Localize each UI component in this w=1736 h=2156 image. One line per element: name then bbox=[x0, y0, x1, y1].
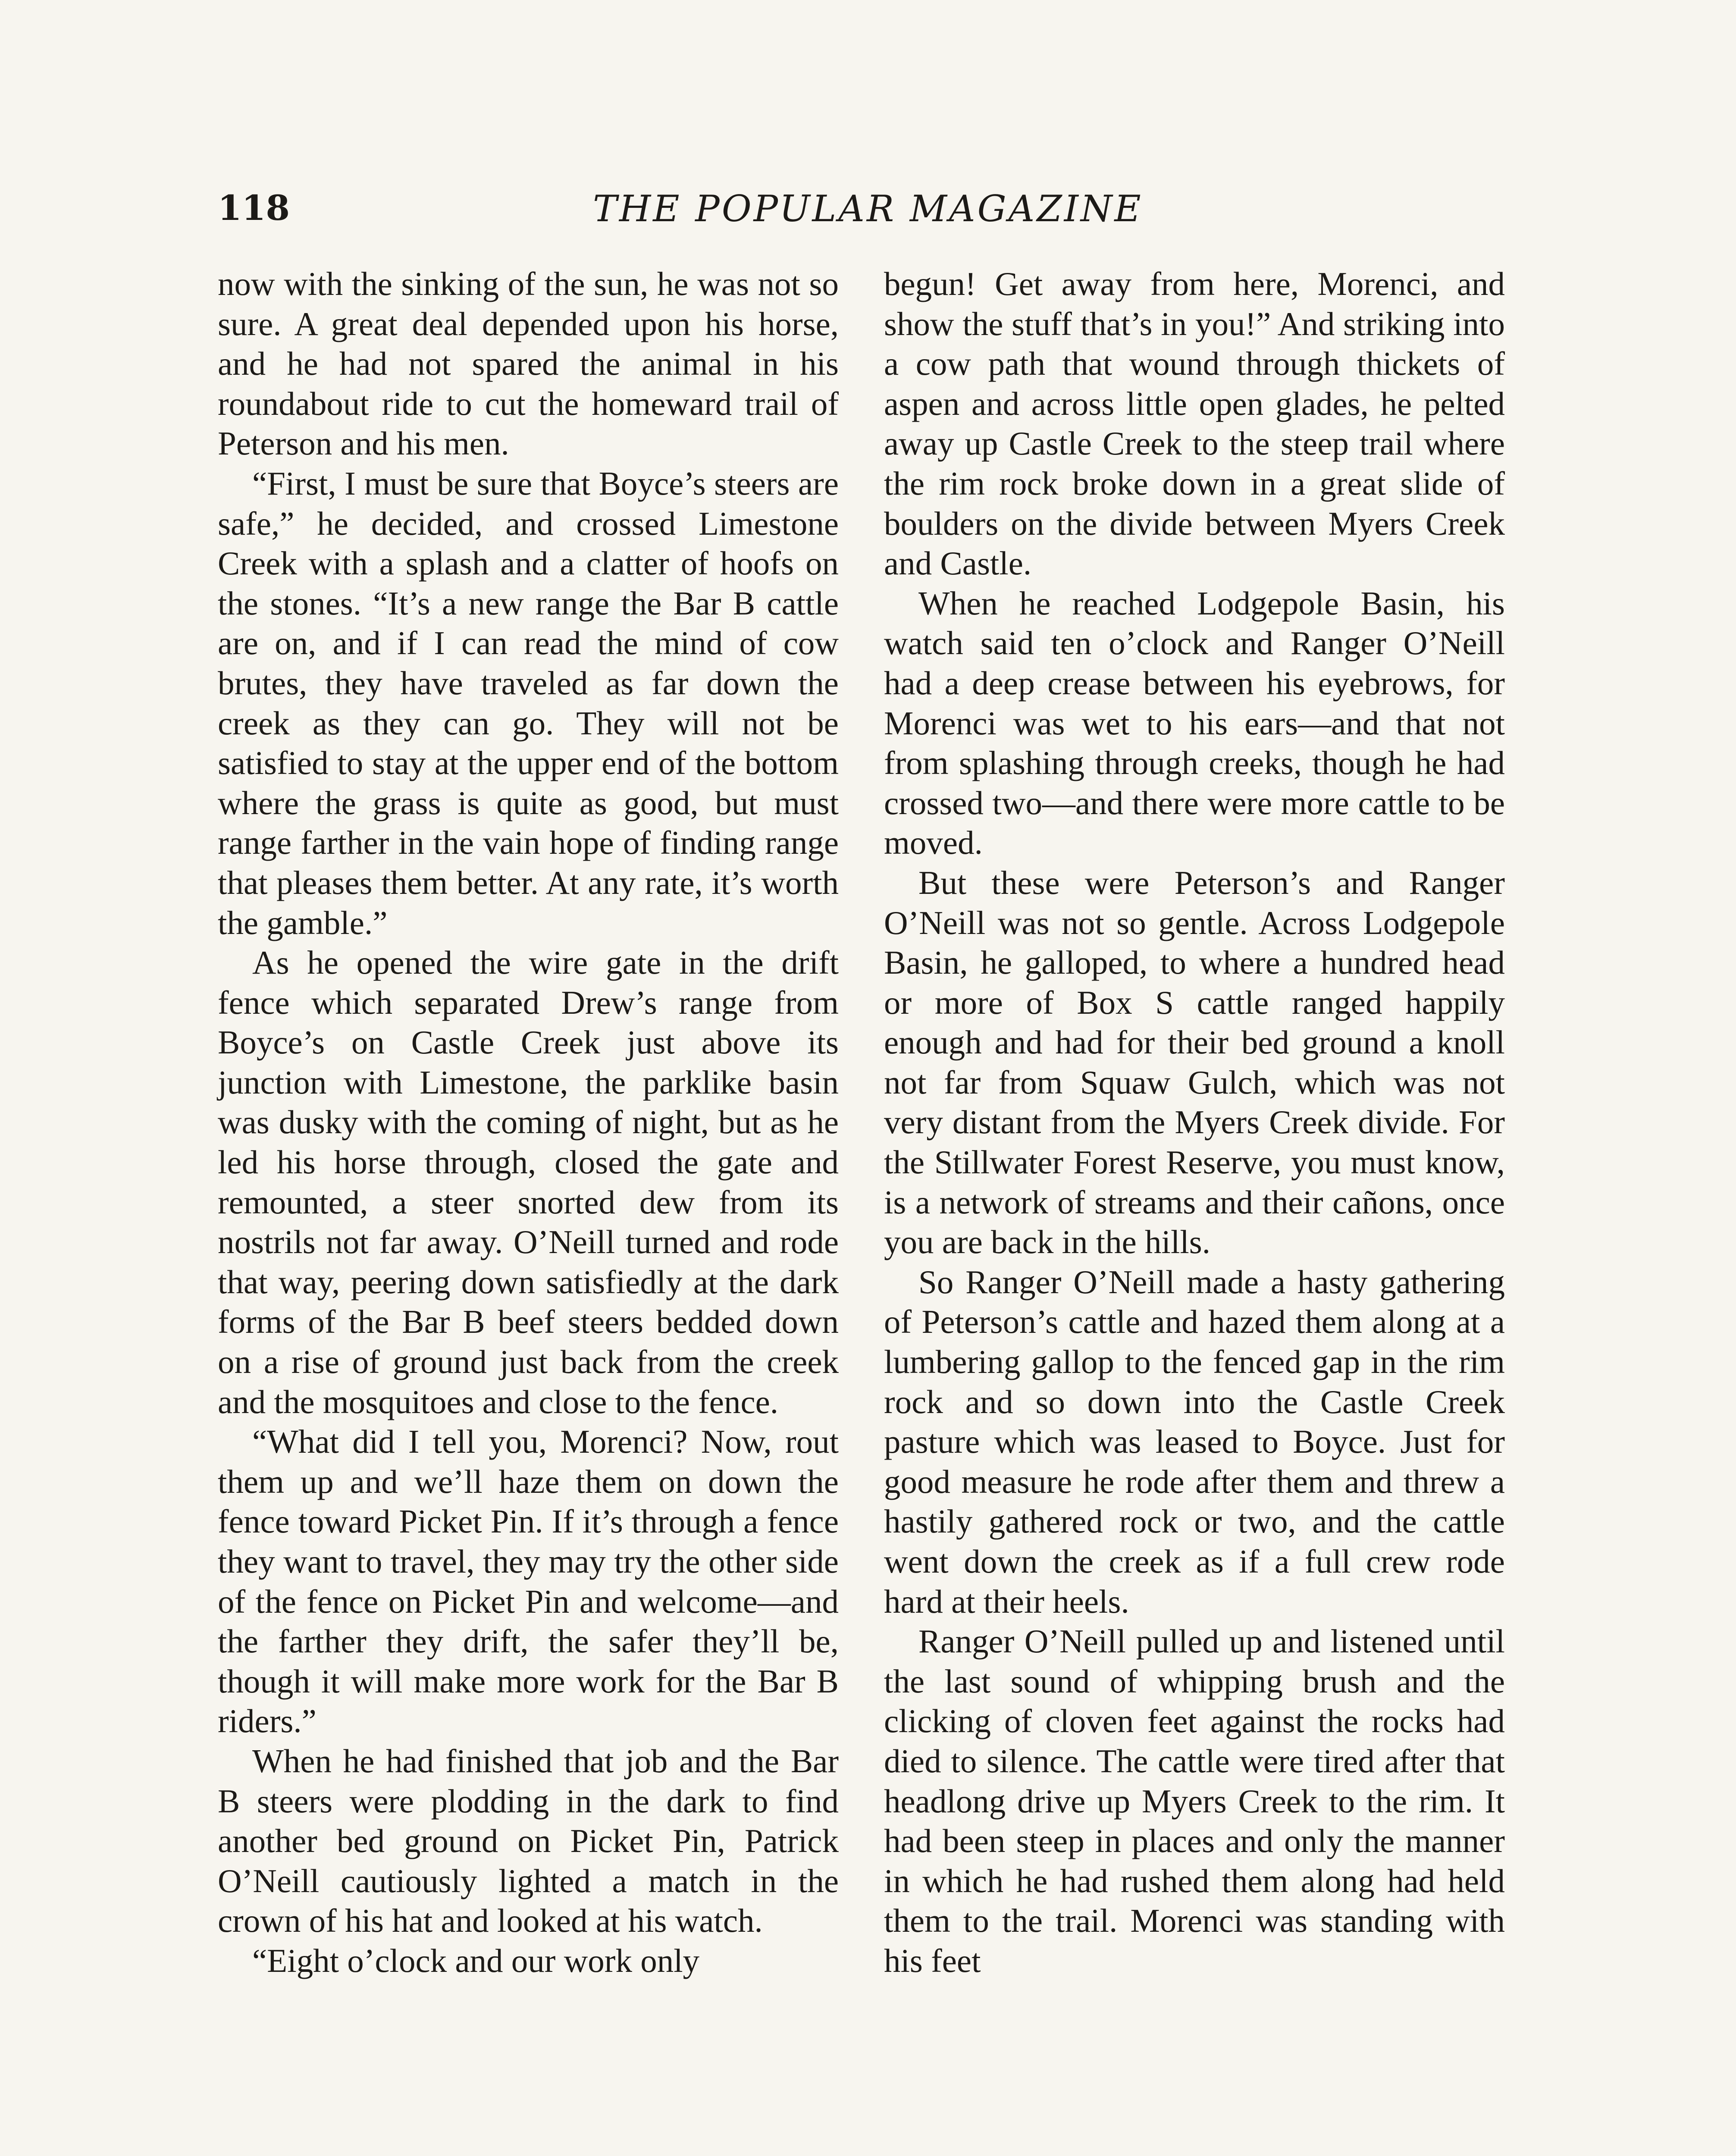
paragraph: “Eight o’clock and our work only bbox=[252, 1942, 700, 1979]
paragraph: begun! Get away from here, Morenci, and show the stuff that’s in you!” And striking into a cow path that wound through thickets of aspen and across little open glades, he pelted away up Castle Creek to the steep trail where the rim rock broke down in a great slide of boulders on the divide between Myers Creek and Castle. bbox=[884, 265, 1505, 582]
paragraph: now with the sinking of the sun, he was not so sure. A great deal depended upon his horse, and he had not spared the animal in his roundabout ride to cut the homeward trail of Peterson and his men. bbox=[218, 265, 839, 462]
paragraph: When he reached Lodgepole Basin, his watch said ten o’clock and Ranger O’Neill had a deep crease between his eyebrows, for Morenci was wet to his ears—and that not from splashing through creeks, though he had crossed two—and there were more cattle to be moved. bbox=[884, 584, 1505, 862]
page-number: 118 bbox=[218, 188, 290, 228]
paragraph: But these were Peterson’s and Ranger O’Neill was not so gentle. Across Lodgepole Basin, he galloped, to where a hundred head or more of Box S cattle ranged happily enough and had for their bed ground a knoll not far from Squaw Gulch, which was not very distant from the Myers Creek divide. For the Stillwater Forest Reserve, you must know, is a network of streams and their cañons, once you are back in the hills. bbox=[884, 864, 1505, 1261]
paragraph: Ranger O’Neill pulled up and listened until the last sound of whipping brush and the clicking of cloven feet against the rocks had died to silence. The cattle were tired after that headlong drive up Myers Creek to the rim. It had been steep in places and only the manner in which he had rushed them along had held them to the trail. Morenci was standing with his feet bbox=[884, 1623, 1505, 1979]
paragraph: As he opened the wire gate in the drift fence which separated Drew’s range from Boyce’s on Castle Creek just above its junction with Limestone, the parklike basin was dusky with the coming of night, but as he led his horse through, closed the gate and remounted, a steer snorted dew from its nostrils not far away. O’Neill turned and rode that way, peering down satisfiedly at the dark forms of the Bar B beef steers bedded down on a rise of ground just back from the creek and the mosquitoes and close to the fence. bbox=[218, 944, 839, 1420]
right-column bbox=[884, 264, 1505, 1981]
paragraph: “What did I tell you, Morenci? Now, rout them up and we’ll haze them on down the fence toward Picket Pin. If it’s through a fence they want to travel, they may try the other side of the fence on Picket Pin and welcome—and the farther they drift, the safer they’ll be, though it will make more work for the Bar B riders.” bbox=[218, 1423, 839, 1740]
running-head: THE POPULAR MAGAZINE bbox=[593, 188, 1143, 230]
paragraph: When he had finished that job and the Bar B steers were plodding in the dark to find another bed ground on Picket Pin, Patrick O’Neill cautiously lighted a match in the crown of his hat and looked at his watch. bbox=[218, 1742, 839, 1940]
paragraph: So Ranger O’Neill made a hasty gathering of Peterson’s cattle and hazed them along at a lumbering gallop to the fenced gap in the rim rock and so down into the Castle Creek pasture which was leased to Boyce. Just for good measure he rode after them and threw a hastily gathered rock or two, and the cattle went down the creek as if a full crew rode hard at their heels. bbox=[884, 1263, 1505, 1620]
page-header bbox=[218, 188, 1511, 239]
left-column bbox=[218, 264, 839, 1981]
paragraph: “First, I must be sure that Boyce’s steers are safe,” he decided, and crossed Limestone Creek with a splash and a clatter of hoofs on the stones. “It’s a new range the Bar B cattle are on, and if I can read the mind of cow brutes, they have traveled as far down the creek as they can go. They will not be satisfied to stay at the upper end of the bottom where the grass is quite as good, but must range farther in the vain hope of finding range that pleases them better. At any rate, it’s worth the gamble.” bbox=[218, 464, 839, 941]
